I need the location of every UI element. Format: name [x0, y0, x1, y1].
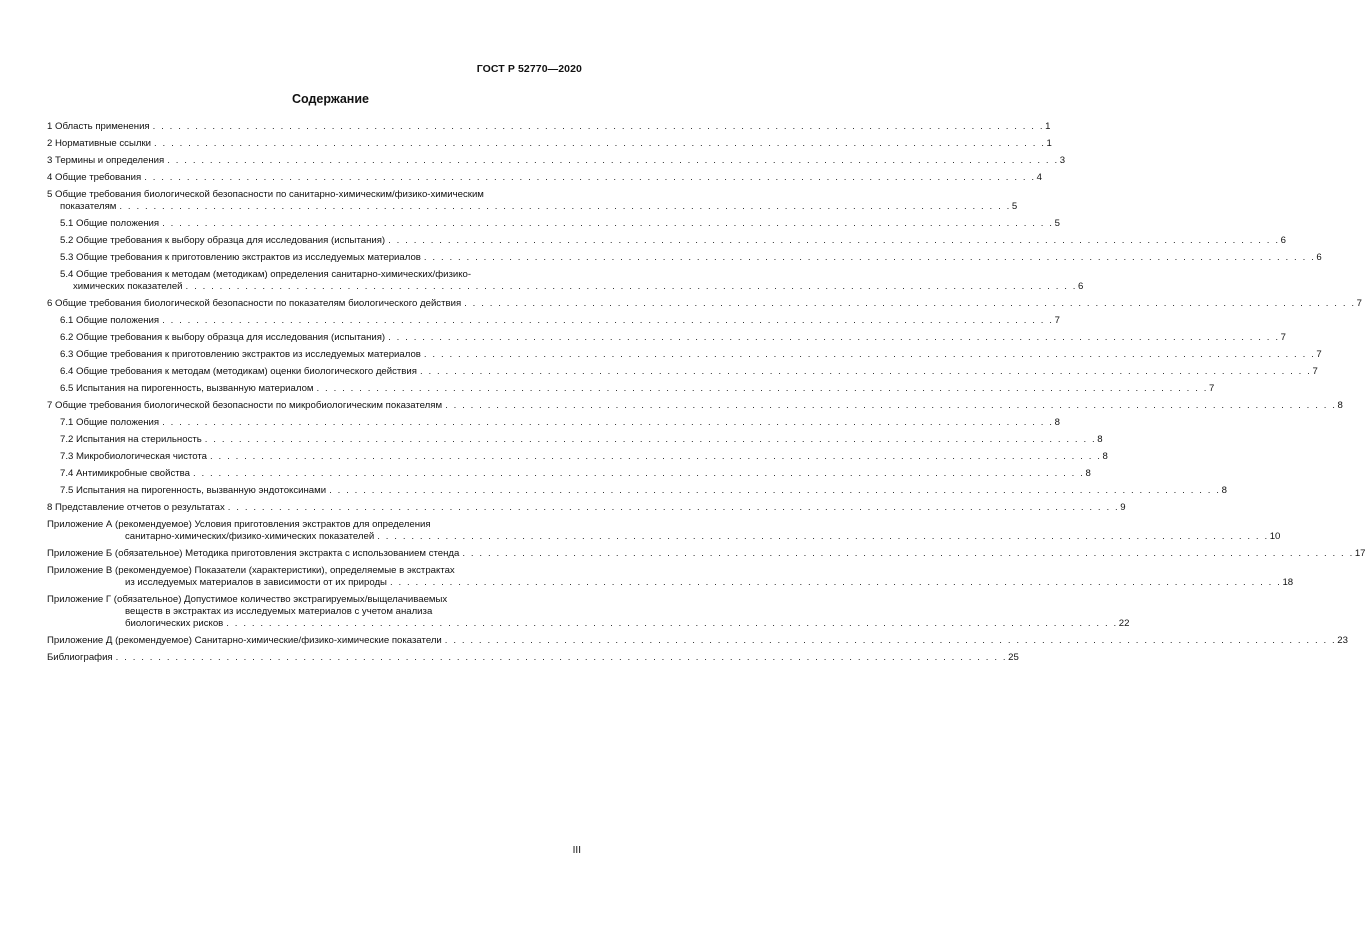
toc-leader-dots: . . . . . . . . . . . . . . . . . . . . . . . . . . . . . . . . . . . . . . . . . . . . . . . . . . . . . . . . . . . . . . . . . . . . . . . . . . . . . . . . . . . . . . . . . . . . . . . . . . . . . . . . .	[444, 635, 1337, 646]
toc-entry[interactable]	[47, 417, 1060, 429]
toc-entry-text: Приложение Г (обязательное) Допустимое количество экстрагируемых/выщелачиваемых	[47, 594, 448, 605]
toc-entry-title: 6.2 Общие требования к выбору образца для исследования (испытания)	[60, 332, 386, 343]
toc-leader-dots: . . . . . . . . . . . . . . . . . . . . . . . . . . . . . . . . . . . . . . . . . . . . . . . . . . . . . . . . . . . . . . . . . . . . . . . . . . . . . . . . . . . . . . . . . . . . . . . . . . . . . . . . .	[389, 577, 1282, 588]
toc-entry-title: 1 Область применения	[47, 121, 150, 132]
toc-entry[interactable]	[47, 155, 1066, 167]
toc-entry-title: 4 Общие требования	[47, 172, 142, 183]
toc-entry-title: показателям	[60, 201, 117, 212]
toc-leader-dots: . . . . . . . . . . . . . . . . . . . . . . . . . . . . . . . . . . . . . . . . . . . . . . . . . . . . . . . . . . . . . . . . . . . . . . . . . . . . . . . . . . . . . . . . . . . . . . . . . . . . . . . . .	[423, 252, 1316, 263]
toc-page-number: 8	[1054, 417, 1060, 428]
toc-page-number: 6	[1078, 281, 1084, 292]
toc-page-number: 18	[1282, 577, 1294, 588]
toc-leader-dots: . . . . . . . . . . . . . . . . . . . . . . . . . . . . . . . . . . . . . . . . . . . . . . . . . . . . . . . . . . . . . . . . . . . . . . . . . . . . . . . . . . . . . . . . . . . . . . . . . . . . . . . . .	[316, 383, 1208, 394]
toc-entry[interactable]	[47, 269, 1084, 293]
toc-leader-dots: . . . . . . . . . . . . . . . . . . . . . . . . . . . . . . . . . . . . . . . . . . . . . . . . . . . . . . . . . . . . . . . . . . . . . . . . . . . . . . . . . . . . . . . . . . . . . . . . . . . . . . . . .	[204, 434, 1097, 445]
toc-page-number: 8	[1337, 400, 1343, 411]
toc-entry-title: 6.5 Испытания на пирогенность, вызванную материалом	[60, 383, 314, 394]
toc-entry[interactable]	[47, 519, 1281, 543]
toc-entry[interactable]	[47, 565, 1294, 589]
toc-entry-text: Приложение А (рекомендуемое) Условия приготовления экстрактов для определения	[47, 519, 431, 530]
toc-page-number: 17	[1354, 548, 1366, 559]
toc-entry-title: 5.1 Общие положения	[60, 218, 160, 229]
toc-leader-dots: . . . . . . . . . . . . . . . . . . . . . . . . . . . . . . . . . . . . . . . . . . . . . . . . . . . . . . . . . . . . . . . . . . . . . . . . . . . . . . . . . . . . . . . . . . . . . . . . . . . . . . . . .	[388, 235, 1280, 246]
toc-entry-title: 5.2 Общие требования к выбору образца для исследования (испытания)	[60, 235, 386, 246]
toc-page-number: 6	[1280, 235, 1286, 246]
toc-leader-dots: . . . . . . . . . . . . . . . . . . . . . . . . . . . . . . . . . . . . . . . . . . . . . . . . . . . . . . . . . . . . . . . . . . . . . . . . . . . . . . . . . . . . . . . . . . . . . . . . . . . . . . . . .	[227, 502, 1120, 513]
toc-leader-dots: . . . . . . . . . . . . . . . . . . . . . . . . . . . . . . . . . . . . . . . . . . . . . . . . . . . . . . . . . . . . . . . . . . . . . . . . . . . . . . . . . . . . . . . . . . . . . . . . . . . . . . . . .	[115, 652, 1008, 663]
toc-page-number: 3	[1059, 155, 1066, 166]
toc-leader-dots: . . . . . . . . . . . . . . . . . . . . . . . . . . . . . . . . . . . . . . . . . . . . . . . . . . . . . . . . . . . . . . . . . . . . . . . . . . . . . . . . . . . . . . . . . . . . . . . . . . . . . . . . .	[419, 366, 1312, 377]
toc-leader-dots: . . . . . . . . . . . . . . . . . . . . . . . . . . . . . . . . . . . . . . . . . . . . . . . . . . . . . . . . . . . . . . . . . . . . . . . . . . . . . . . . . . . . . . . . . . . . . . . . . . . . . . . . .	[185, 281, 1078, 292]
page-number: III	[572, 845, 581, 856]
toc-entry-title: 3 Термины и определения	[47, 155, 165, 166]
toc-leader-dots: . . . . . . . . . . . . . . . . . . . . . . . . . . . . . . . . . . . . . . . . . . . . . . . . . . . . . . . . . . . . . . . . . . . . . . . . . . . . . . . . . . . . . . . . . . . . . . . . . . . . . . . . .	[192, 468, 1085, 479]
toc-page-number: 10	[1269, 531, 1281, 542]
toc-entry-title: 2 Нормативные ссылки	[47, 138, 152, 149]
toc-entry-title: санитарно-химических/физико-химических показателей	[125, 531, 375, 542]
toc-leader-dots: . . . . . . . . . . . . . . . . . . . . . . . . . . . . . . . . . . . . . . . . . . . . . . . . . . . . . . . . . . . . . . . . . . . . . . . . . . . . . . . . . . . . . . . . . . . . . . . . . . . . . . . . .	[445, 400, 1337, 411]
toc-leader-dots: . . . . . . . . . . . . . . . . . . . . . . . . . . . . . . . . . . . . . . . . . . . . . . . . . . . . . . . . . . . . . . . . . . . . . . . . . . . . . . . . . . . . . . . . . . . . . . . . . . . . . . . . .	[226, 618, 1118, 629]
toc-page-number: 23	[1337, 635, 1348, 646]
toc-page-number: 7	[1209, 383, 1215, 394]
toc-entry-title: Библиография	[47, 652, 113, 663]
toc-entry-title: 8 Представление отчетов о результатах	[47, 502, 225, 513]
toc-leader-dots: . . . . . . . . . . . . . . . . . . . . . . . . . . . . . . . . . . . . . . . . . . . . . . . . . . . . . . . . . . . . . . . . . . . . . . . . . . . . . . . . . . . . . . . . . . . . . . . . . . . . . . . . .	[388, 332, 1280, 343]
toc-entry[interactable]	[47, 548, 1366, 560]
toc-leader-dots: . . . . . . . . . . . . . . . . . . . . . . . . . . . . . . . . . . . . . . . . . . . . . . . . . . . . . . . . . . . . . . . . . . . . . . . . . . . . . . . . . . . . . . . . . . . . . . . . . . . . . . . . .	[144, 172, 1036, 183]
toc-entry[interactable]	[47, 332, 1286, 344]
toc-leader-dots: . . . . . . . . . . . . . . . . . . . . . . . . . . . . . . . . . . . . . . . . . . . . . . . . . . . . . . . . . . . . . . . . . . . . . . . . . . . . . . . . . . . . . . . . . . . . . . . . . . . . . . . . .	[152, 121, 1045, 132]
toc-leader-dots: . . . . . . . . . . . . . . . . . . . . . . . . . . . . . . . . . . . . . . . . . . . . . . . . . . . . . . . . . . . . . . . . . . . . . . . . . . . . . . . . . . . . . . . . . . . . . . . . . . . . . . . . .	[377, 531, 1269, 542]
toc-entry[interactable]	[47, 121, 1051, 133]
toc-entry-title: 6 Общие требования биологической безопасности по показателям биологического действия	[47, 298, 462, 309]
toc-entry[interactable]	[47, 594, 1130, 630]
toc-leader-dots: . . . . . . . . . . . . . . . . . . . . . . . . . . . . . . . . . . . . . . . . . . . . . . . . . . . . . . . . . . . . . . . . . . . . . . . . . . . . . . . . . . . . . . . . . . . . . . . . . . . . . . . . .	[162, 417, 1054, 428]
toc-entry-title: из исследуемых материалов в зависимости от их природы	[125, 577, 387, 588]
toc-entry-title: 6.3 Общие требования к приготовлению экстрактов из исследуемых материалов	[60, 349, 421, 360]
toc-entry-text: 5.4 Общие требования к методам (методикам) определения санитарно-химических/физико-	[60, 269, 472, 280]
toc-page-number: 7	[1316, 349, 1322, 360]
toc-entry[interactable]	[47, 451, 1108, 463]
toc-entry-title: 7 Общие требования биологической безопасности по микробиологическим показателям	[47, 400, 443, 411]
toc-page-number: 1	[1046, 138, 1052, 149]
toc-entry-title: 7.5 Испытания на пирогенность, вызванную эндотоксинами	[60, 485, 327, 496]
toc-leader-dots: . . . . . . . . . . . . . . . . . . . . . . . . . . . . . . . . . . . . . . . . . . . . . . . . . . . . . . . . . . . . . . . . . . . . . . . . . . . . . . . . . . . . . . . . . . . . . . . . . . . . . . . . .	[423, 349, 1316, 360]
toc-page-number: 9	[1120, 502, 1126, 513]
toc-page-number: 8	[1221, 485, 1227, 496]
toc-entry[interactable]	[47, 400, 1343, 412]
toc-entry[interactable]	[47, 502, 1126, 514]
table-of-contents	[47, 121, 1366, 669]
toc-entry[interactable]	[47, 218, 1060, 230]
toc-page-number: 5	[1011, 201, 1018, 212]
toc-page-number: 1	[1045, 121, 1051, 132]
toc-entry[interactable]	[47, 189, 1018, 213]
toc-entry[interactable]	[47, 652, 1019, 664]
toc-entry-title: Приложение Д (рекомендуемое) Санитарно-химические/физико-химические показатели	[47, 635, 442, 646]
toc-entry[interactable]	[47, 298, 1362, 310]
toc-entry[interactable]	[47, 366, 1318, 378]
toc-page-number: 7	[1280, 332, 1286, 343]
toc-page-number: 4	[1036, 172, 1043, 183]
toc-entry[interactable]	[47, 235, 1286, 247]
toc-entry[interactable]	[47, 434, 1103, 446]
toc-page-number: 7	[1356, 298, 1362, 309]
toc-page-number: 22	[1118, 618, 1130, 629]
toc-entry[interactable]	[47, 468, 1091, 480]
toc-page-number: 8	[1097, 434, 1103, 445]
toc-leader-dots: . . . . . . . . . . . . . . . . . . . . . . . . . . . . . . . . . . . . . . . . . . . . . . . . . . . . . . . . . . . . . . . . . . . . . . . . . . . . . . . . . . . . . . . . . . . . . . . . . . . . . . . . .	[464, 298, 1356, 309]
toc-page-number: 8	[1085, 468, 1091, 479]
toc-entry-title: 7.4 Антимикробные свойства	[60, 468, 190, 479]
toc-leader-dots: . . . . . . . . . . . . . . . . . . . . . . . . . . . . . . . . . . . . . . . . . . . . . . . . . . . . . . . . . . . . . . . . . . . . . . . . . . . . . . . . . . . . . . . . . . . . . . . . . . . . . . . . .	[210, 451, 1102, 462]
toc-leader-dots: . . . . . . . . . . . . . . . . . . . . . . . . . . . . . . . . . . . . . . . . . . . . . . . . . . . . . . . . . . . . . . . . . . . . . . . . . . . . . . . . . . . . . . . . . . . . . . . . . . . . . . . . .	[167, 155, 1059, 166]
toc-leader-dots: . . . . . . . . . . . . . . . . . . . . . . . . . . . . . . . . . . . . . . . . . . . . . . . . . . . . . . . . . . . . . . . . . . . . . . . . . . . . . . . . . . . . . . . . . . . . . . . . . . . . . . . . .	[119, 201, 1011, 212]
toc-page-number: 8	[1102, 451, 1108, 462]
toc-entry-title: 6.4 Общие требования к методам (методикам) оценки биологического действия	[60, 366, 417, 377]
toc-page-number: 7	[1312, 366, 1318, 377]
toc-leader-dots: . . . . . . . . . . . . . . . . . . . . . . . . . . . . . . . . . . . . . . . . . . . . . . . . . . . . . . . . . . . . . . . . . . . . . . . . . . . . . . . . . . . . . . . . . . . . . . . . . . . . . . . . .	[162, 218, 1054, 229]
toc-entry-title: химических показателей	[73, 281, 183, 292]
toc-leader-dots: . . . . . . . . . . . . . . . . . . . . . . . . . . . . . . . . . . . . . . . . . . . . . . . . . . . . . . . . . . . . . . . . . . . . . . . . . . . . . . . . . . . . . . . . . . . . . . . . . . . . . . . . .	[329, 485, 1221, 496]
toc-entry-text: 5 Общие требования биологической безопасности по санитарно-химическим/физико-химическим	[47, 189, 484, 200]
document-code: ГОСТ Р 52770—2020	[476, 63, 582, 75]
toc-leader-dots: . . . . . . . . . . . . . . . . . . . . . . . . . . . . . . . . . . . . . . . . . . . . . . . . . . . . . . . . . . . . . . . . . . . . . . . . . . . . . . . . . . . . . . . . . . . . . . . . . . . . . . . . .	[462, 548, 1354, 559]
toc-page-number: 25	[1008, 652, 1019, 663]
toc-entry-title: 7.2 Испытания на стерильность	[60, 434, 202, 445]
toc-entry[interactable]	[47, 252, 1322, 264]
toc-entry-title: Приложение Б (обязательное) Методика приготовления экстракта с использованием стенда	[47, 548, 460, 559]
toc-entry[interactable]	[47, 349, 1322, 361]
toc-page-number: 5	[1054, 218, 1060, 229]
toc-entry[interactable]	[47, 172, 1043, 184]
toc-entry[interactable]	[47, 315, 1060, 327]
toc-entry[interactable]	[47, 383, 1215, 395]
toc-page-number: 6	[1316, 252, 1322, 263]
toc-page-number: 7	[1054, 315, 1060, 326]
toc-entry[interactable]	[47, 635, 1348, 647]
toc-leader-dots: . . . . . . . . . . . . . . . . . . . . . . . . . . . . . . . . . . . . . . . . . . . . . . . . . . . . . . . . . . . . . . . . . . . . . . . . . . . . . . . . . . . . . . . . . . . . . . . . . . . . . . . . .	[162, 315, 1054, 326]
toc-title: Содержание	[291, 92, 369, 106]
toc-entry-text: Приложение В (рекомендуемое) Показатели (характеристики), определяемые в экстрактах	[47, 565, 455, 576]
toc-entry-text: веществ в экстрактах из исследуемых материалов с учетом анализа	[125, 606, 433, 617]
toc-entry-title: 7.1 Общие положения	[60, 417, 160, 428]
toc-entry-title: 5.3 Общие требования к приготовлению экстрактов из исследуемых материалов	[60, 252, 421, 263]
toc-entry[interactable]	[47, 138, 1052, 150]
toc-entry-title: биологических рисков	[125, 618, 224, 629]
toc-entry-title: 7.3 Микробиологическая чистота	[60, 451, 208, 462]
toc-entry[interactable]	[47, 485, 1227, 497]
toc-entry-title: 6.1 Общие положения	[60, 315, 160, 326]
toc-leader-dots: . . . . . . . . . . . . . . . . . . . . . . . . . . . . . . . . . . . . . . . . . . . . . . . . . . . . . . . . . . . . . . . . . . . . . . . . . . . . . . . . . . . . . . . . . . . . . . . . . . . . . . . . .	[154, 138, 1046, 149]
